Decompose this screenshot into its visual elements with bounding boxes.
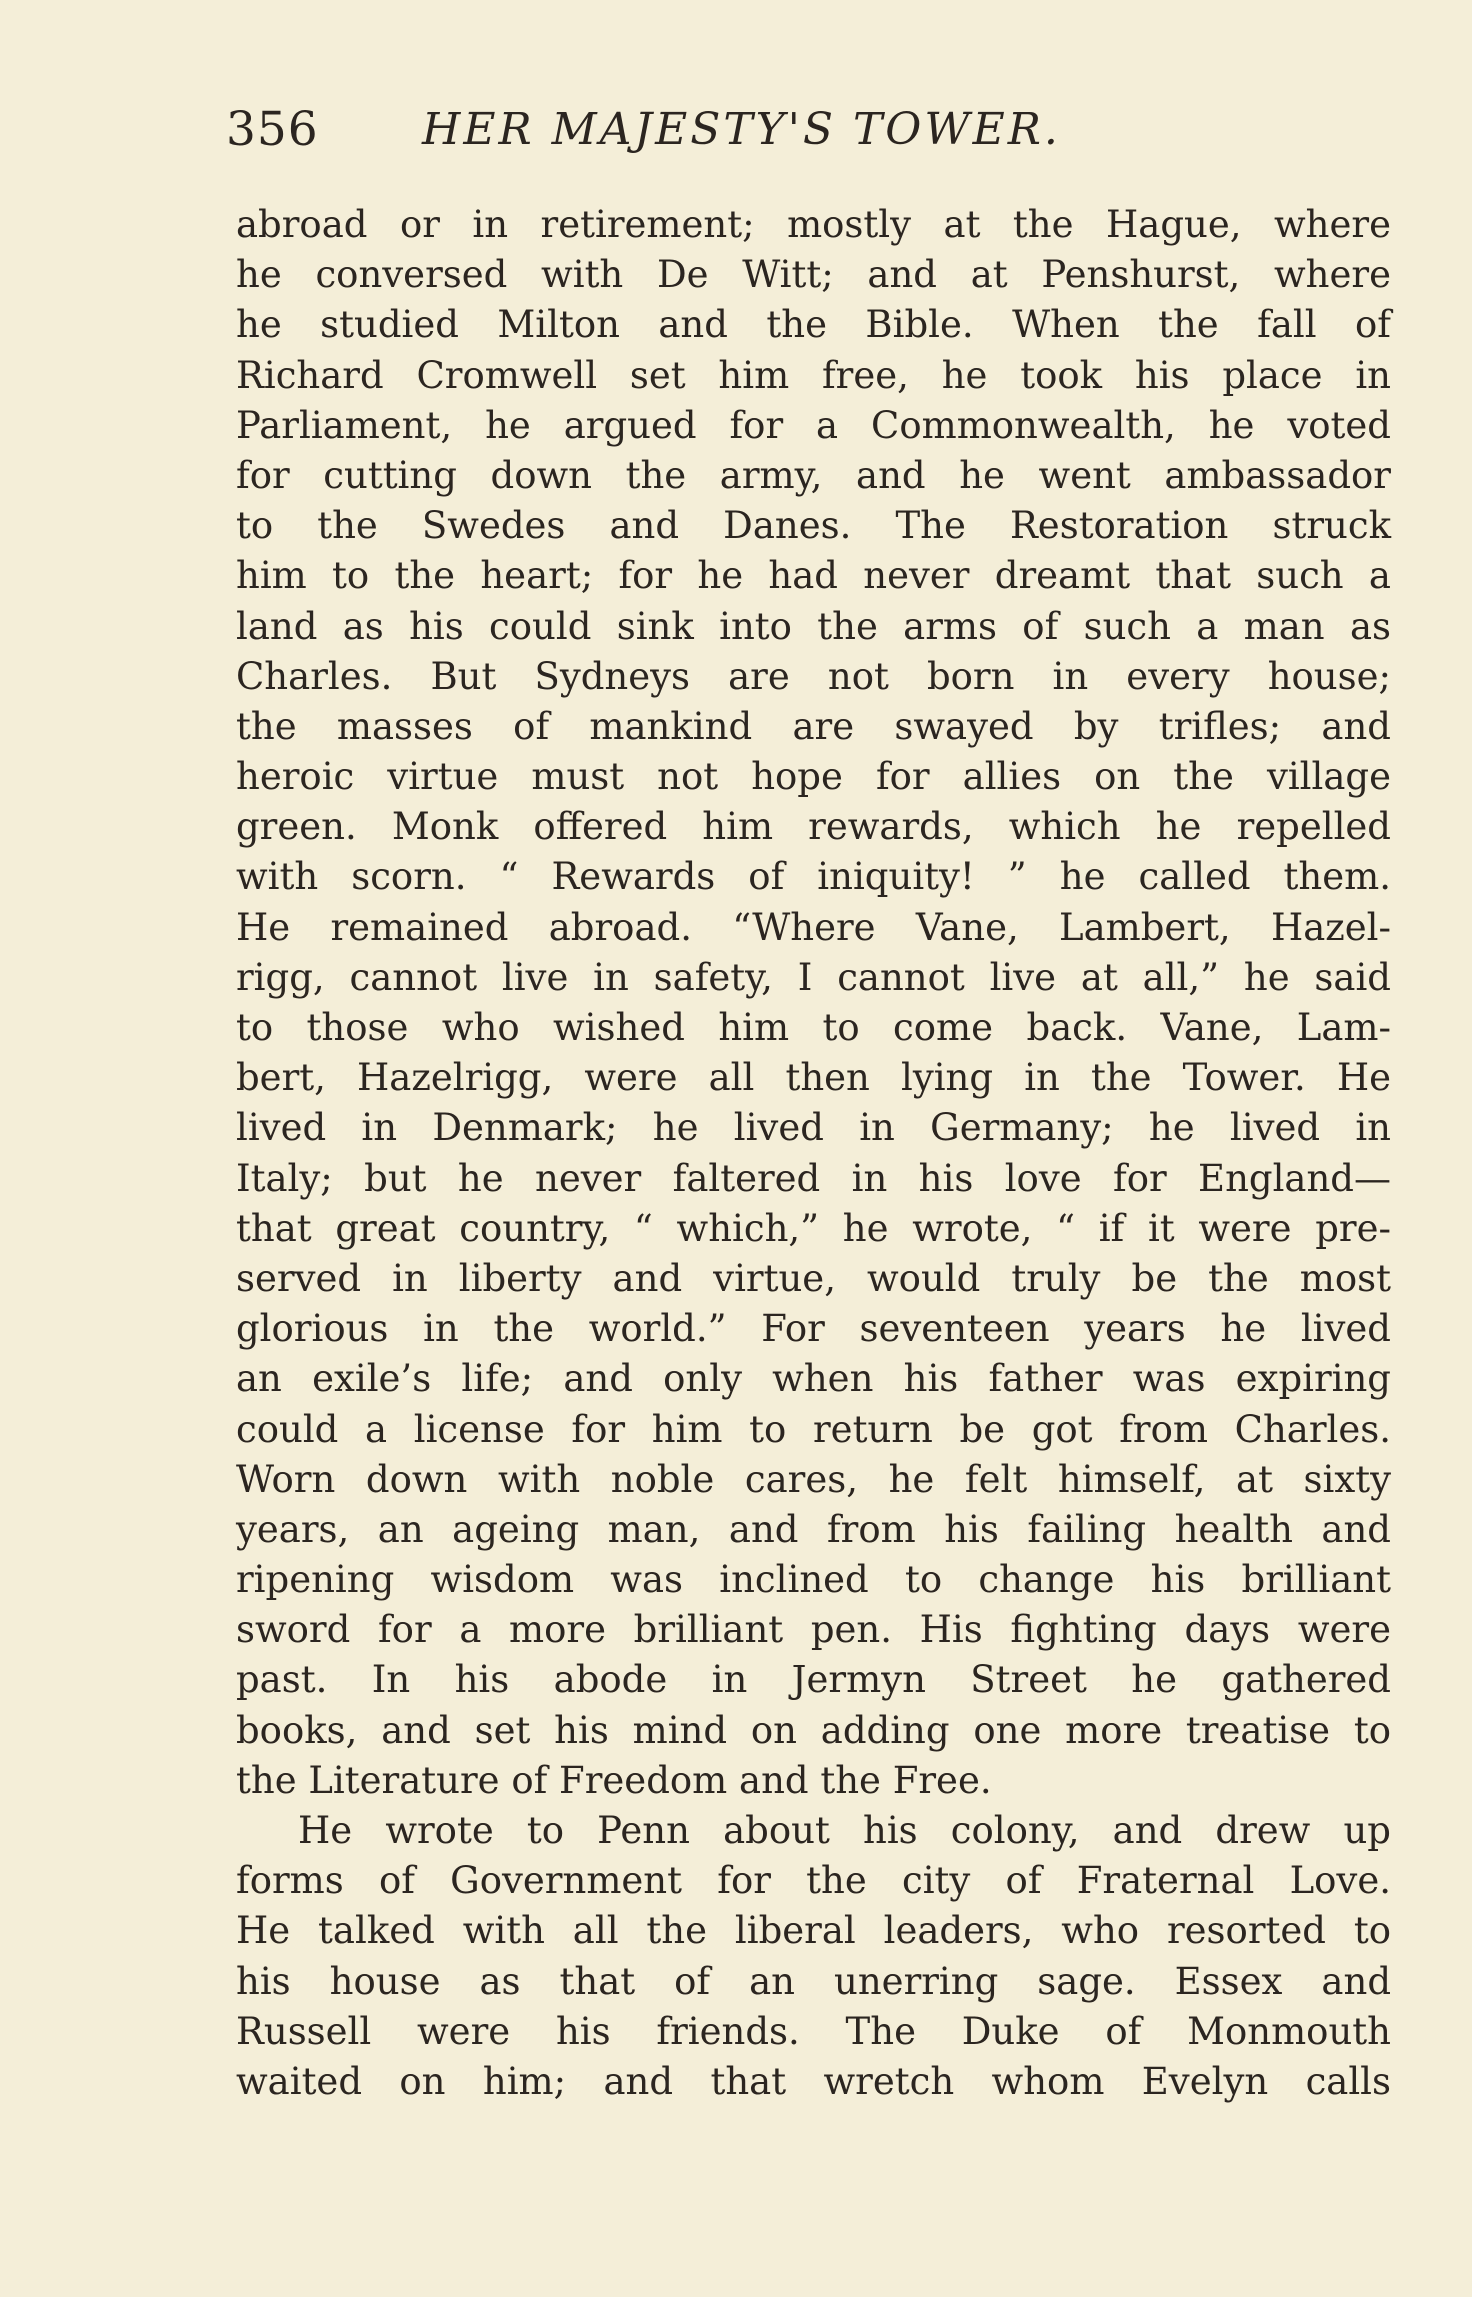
text-line: He remained abroad. “Where Vane, Lambert, Hazel- — [236, 905, 1391, 949]
text-line: forms of Government for the city of Fraternal Love. — [236, 1859, 1391, 1903]
running-title: HER MAJESTY'S TOWER. — [422, 104, 1061, 155]
body-text — [236, 200, 1391, 2107]
text-line: ripening wisdom was inclined to change his brilliant — [236, 1558, 1391, 1602]
text-line: him to the heart; for he had never dreamt that such a — [236, 554, 1391, 598]
text-line: waited on him; and that wretch whom Evelyn calls — [236, 2059, 1391, 2103]
text-line: past. In his abode in Jermyn Street he gathered — [236, 1658, 1391, 1702]
text-line: the masses of mankind are swayed by trifles; and — [236, 704, 1391, 748]
text-line: with scorn. “ Rewards of iniquity! ” he called them. — [236, 855, 1391, 899]
text-line: glorious in the world.” For seventeen years he lived — [236, 1307, 1391, 1351]
text-line: to those who wished him to come back. Vane, Lam- — [236, 1006, 1391, 1049]
text-line: served in liberty and virtue, would truly be the most — [236, 1256, 1391, 1300]
text-line: Parliament, he argued for a Commonwealth, he voted — [236, 403, 1391, 447]
text-line: abroad or in retirement; mostly at the Hague, where — [236, 203, 1391, 246]
text-line: books, and set his mind on adding one more treatise to — [236, 1708, 1391, 1752]
text-line: Worn down with noble cares, he felt himself, at sixty — [236, 1457, 1391, 1501]
text-line: green. Monk offered him rewards, which he repelled — [236, 805, 1391, 849]
text-line: to the Swedes and Danes. The Restoration struck — [236, 504, 1391, 548]
text-line: he conversed with De Witt; and at Penshurst, where — [236, 253, 1391, 297]
text-line: heroic virtue must not hope for allies on the village — [236, 755, 1391, 799]
text-line: sword for a more brilliant pen. His fighting days were — [236, 1608, 1391, 1652]
text-line: land as his could sink into the arms of such a man as — [236, 604, 1391, 648]
text-line: lived in Denmark; he lived in Germany; he lived in — [236, 1106, 1391, 1150]
text-line: the Literature of Freedom and the Free. — [236, 1758, 992, 1802]
text-line: bert, Hazelrigg, were all then lying in the Tower. He — [236, 1056, 1391, 1100]
page-number: 356 — [226, 102, 319, 157]
text-line: for cutting down the army, and he went ambassador — [236, 453, 1391, 497]
text-line: his house as that of an unerring sage. Essex and — [236, 1959, 1391, 2003]
page-header — [226, 100, 1226, 160]
text-line: years, an ageing man, and from his failing health and — [236, 1507, 1391, 1551]
text-line: an exile’s life; and only when his father was expiring — [236, 1357, 1391, 1401]
text-line: he studied Milton and the Bible. When the fall of — [236, 303, 1391, 347]
text-line: Charles. But Sydneys are not born in every house; — [236, 654, 1391, 698]
text-line: Italy; but he never faltered in his love for England— — [236, 1156, 1391, 1200]
text-line: Russell were his friends. The Duke of Monmouth — [236, 2009, 1391, 2053]
text-line: could a license for him to return be got from Charles. — [236, 1407, 1391, 1451]
text-line: that great country, “ which,” he wrote, “ if it were pre- — [236, 1206, 1391, 1250]
paragraph-first-line: He wrote to Penn about his colony, and drew up — [298, 1809, 1391, 1852]
text-line: rigg, cannot live in safety, I cannot live at all,” he said — [236, 955, 1391, 999]
text-line: Richard Cromwell set him free, he took his place in — [236, 353, 1391, 397]
text-line: He talked with all the liberal leaders, who resorted to — [236, 1909, 1391, 1953]
